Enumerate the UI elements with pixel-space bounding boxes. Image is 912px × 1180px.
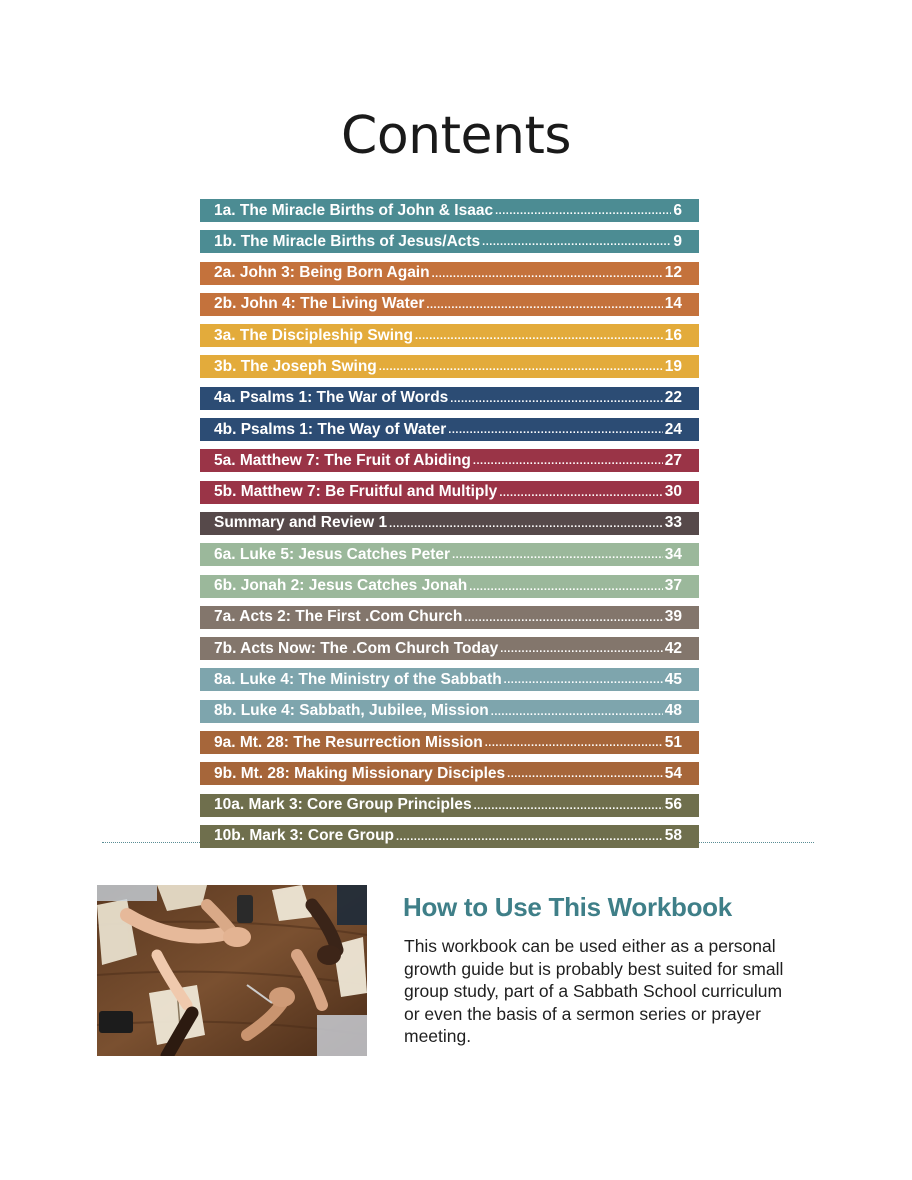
toc-dot-leader xyxy=(469,575,662,598)
toc-entry[interactable] xyxy=(200,199,699,222)
toc-dot-leader xyxy=(482,230,671,253)
toc-dot-leader xyxy=(448,418,662,441)
toc-entry-page-number: 51 xyxy=(664,733,682,751)
toc-entry[interactable] xyxy=(200,449,699,472)
toc-entry[interactable] xyxy=(200,825,699,848)
toc-entry-title: 5a. Matthew 7: The Fruit of Abiding xyxy=(214,451,471,469)
toc-entry[interactable] xyxy=(200,731,699,754)
toc-dot-leader xyxy=(450,387,662,410)
toc-entry-title: 8b. Luke 4: Sabbath, Jubilee, Mission xyxy=(214,702,489,720)
toc-entry-title: 7a. Acts 2: The First .Com Church xyxy=(214,608,463,626)
toc-dot-leader xyxy=(507,762,663,785)
toc-dot-leader xyxy=(415,324,663,347)
how-to-use-heading: How to Use This Workbook xyxy=(403,892,732,922)
toc-entry[interactable] xyxy=(200,794,699,817)
toc-entry-page-number: 37 xyxy=(664,577,682,595)
toc-entry-title: 2b. John 4: The Living Water xyxy=(214,295,425,313)
toc-entry-title: 7b. Acts Now: The .Com Church Today xyxy=(214,639,499,657)
toc-entry-page-number: 6 xyxy=(673,201,682,219)
toc-entry-page-number: 42 xyxy=(664,639,682,657)
toc-entry-title: Summary and Review 1 xyxy=(214,514,388,532)
toc-dot-leader xyxy=(485,731,663,754)
toc-entry-page-number: 16 xyxy=(664,326,682,344)
toc-dot-leader xyxy=(464,606,662,629)
toc-entry-page-number: 39 xyxy=(664,608,682,626)
toc-entry[interactable] xyxy=(200,668,699,691)
toc-entry[interactable] xyxy=(200,230,699,253)
toc-entry[interactable] xyxy=(200,481,699,504)
toc-entry[interactable] xyxy=(200,700,699,723)
toc-entry-title: 10b. Mark 3: Core Group xyxy=(214,827,395,845)
toc-dot-leader xyxy=(379,355,663,378)
toc-dot-leader xyxy=(491,700,663,723)
toc-entry-title: 5b. Matthew 7: Be Fruitful and Multiply xyxy=(214,483,498,501)
toc-dot-leader xyxy=(474,794,663,817)
toc-entry-page-number: 58 xyxy=(664,827,682,845)
toc-entry[interactable] xyxy=(200,575,699,598)
toc-entry-title: 1a. The Miracle Births of John & Isaac xyxy=(214,201,494,219)
toc-entry-title: 3a. The Discipleship Swing xyxy=(214,326,413,344)
how-to-use-body: This workbook can be used either as a personal growth guide but is probably best suited for small group study, part of a Sabbath School curriculum or even the basis of a sermon series or prayer meeting. xyxy=(404,936,784,1046)
toc-entry[interactable] xyxy=(200,387,699,410)
toc-dot-leader xyxy=(504,668,663,691)
toc-dot-leader xyxy=(452,543,663,566)
toc-entry[interactable] xyxy=(200,762,699,785)
group-bible-study-photo xyxy=(97,885,367,1056)
toc-entry-title: 4a. Psalms 1: The War of Words xyxy=(214,389,449,407)
toc-entry-page-number: 9 xyxy=(673,232,682,250)
toc-entry[interactable] xyxy=(200,355,699,378)
toc-entry-page-number: 24 xyxy=(664,420,682,438)
toc-entry-page-number: 54 xyxy=(664,764,682,782)
toc-entry[interactable] xyxy=(200,512,699,535)
toc-entry-title: 1b. The Miracle Births of Jesus/Acts xyxy=(214,232,481,250)
toc-entry-page-number: 12 xyxy=(664,264,682,282)
toc-entry[interactable] xyxy=(200,606,699,629)
toc-dot-leader xyxy=(499,481,662,504)
toc-entry[interactable] xyxy=(200,637,699,660)
toc-dot-leader xyxy=(500,637,663,660)
toc-dot-leader xyxy=(473,449,663,472)
page-title: Contents xyxy=(341,106,571,166)
toc-entry-title: 6a. Luke 5: Jesus Catches Peter xyxy=(214,545,451,563)
toc-entry-title: 9a. Mt. 28: The Resurrection Mission xyxy=(214,733,483,751)
toc-entry-title: 8a. Luke 4: The Ministry of the Sabbath xyxy=(214,670,502,688)
toc-dot-leader xyxy=(396,825,663,848)
toc-entry-page-number: 22 xyxy=(664,389,682,407)
toc-entry[interactable] xyxy=(200,262,699,285)
toc-entry-page-number: 30 xyxy=(664,483,682,501)
table-of-contents xyxy=(200,199,699,856)
toc-dot-leader xyxy=(426,293,662,316)
toc-entry-page-number: 34 xyxy=(664,545,682,563)
toc-entry-title: 10a. Mark 3: Core Group Principles xyxy=(214,796,472,814)
toc-entry-page-number: 14 xyxy=(664,295,682,313)
toc-entry-page-number: 56 xyxy=(664,796,682,814)
toc-entry-page-number: 27 xyxy=(664,451,682,469)
toc-dot-leader xyxy=(432,262,663,285)
toc-dot-leader xyxy=(495,199,671,222)
toc-entry-title: 6b. Jonah 2: Jesus Catches Jonah xyxy=(214,577,468,595)
toc-entry[interactable] xyxy=(200,543,699,566)
toc-entry-page-number: 48 xyxy=(664,702,682,720)
toc-entry-title: 9b. Mt. 28: Making Missionary Disciples xyxy=(214,764,506,782)
toc-entry[interactable] xyxy=(200,324,699,347)
toc-entry-page-number: 19 xyxy=(664,357,682,375)
toc-entry[interactable] xyxy=(200,293,699,316)
toc-entry-title: 2a. John 3: Being Born Again xyxy=(214,264,430,282)
toc-entry-page-number: 45 xyxy=(664,670,682,688)
toc-entry-title: 3b. The Joseph Swing xyxy=(214,357,377,375)
toc-entry-page-number: 33 xyxy=(664,514,682,532)
toc-entry-title: 4b. Psalms 1: The Way of Water xyxy=(214,420,447,438)
toc-dot-leader xyxy=(389,512,663,535)
toc-entry[interactable] xyxy=(200,418,699,441)
